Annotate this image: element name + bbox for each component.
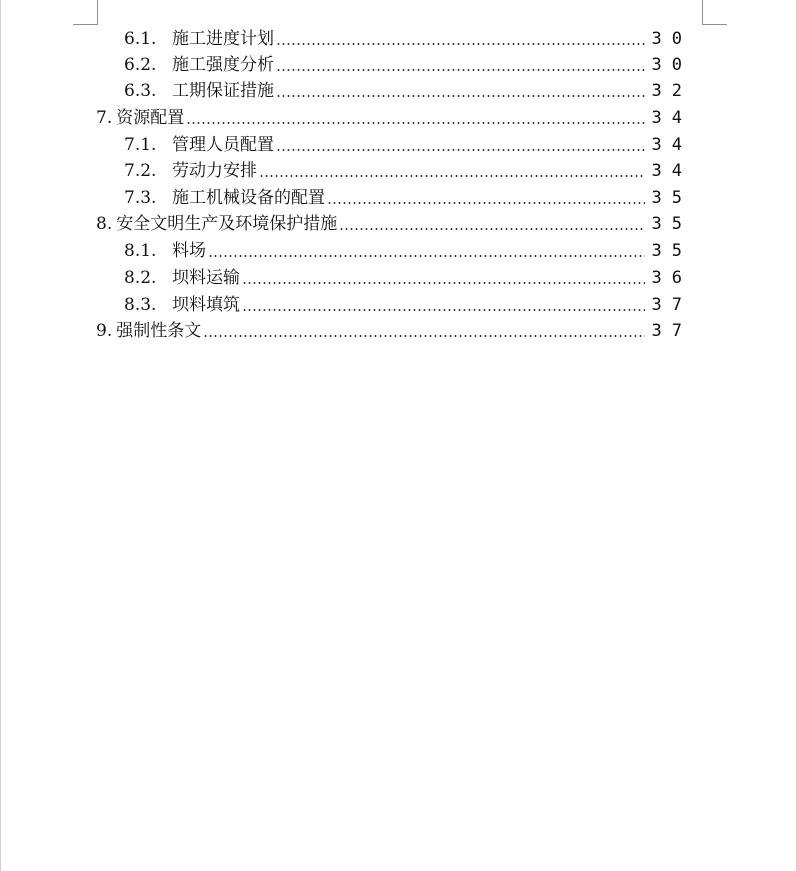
toc-entry-page: 35 [651, 241, 692, 261]
toc-entry-number: 6.1. [124, 29, 157, 49]
toc-dot-leader [186, 122, 644, 124]
toc-dot-leader [339, 228, 644, 230]
toc-entry-number: 7.1. [124, 135, 157, 155]
toc-entry-number: 7.3. [124, 188, 157, 208]
toc-entry-7-2[interactable] [124, 158, 692, 184]
toc-entry-number: 9. [96, 321, 113, 341]
toc-entry-title: 施工进度计划 [172, 29, 274, 49]
toc-dot-leader [276, 69, 645, 71]
toc-dot-leader [242, 282, 645, 284]
page-left-border [0, 0, 1, 871]
toc-entry-title: 坝料运输 [172, 268, 240, 288]
toc-entry-number: 8.1. [124, 241, 157, 261]
toc-entry-number: 8. [96, 214, 113, 234]
toc-entry-page: 37 [651, 295, 692, 315]
toc-entry-number: 8.3. [124, 295, 157, 315]
toc-entry-page: 30 [651, 55, 692, 75]
toc-entry-page: 32 [651, 81, 692, 101]
toc-entry-page: 30 [651, 29, 692, 49]
top-right-margin-mark [702, 0, 727, 25]
toc-entry-title: 管理人员配置 [172, 135, 274, 155]
toc-dot-leader [327, 202, 645, 204]
toc-entry-page: 34 [651, 135, 692, 155]
toc-entry-number: 6.3. [124, 81, 157, 101]
toc-entry-title: 工期保证措施 [172, 81, 274, 101]
toc-dot-leader [276, 43, 645, 45]
toc-entry-8[interactable] [96, 211, 692, 237]
toc-entry-7[interactable] [96, 105, 692, 131]
toc-dot-leader [276, 95, 645, 97]
toc-entry-title: 施工机械设备的配置 [172, 188, 325, 208]
toc-entry-6-2[interactable] [124, 52, 692, 78]
toc-entry-6-1[interactable] [124, 26, 692, 52]
toc-entry-number: 7.2. [124, 161, 157, 181]
toc-dot-leader [203, 335, 644, 337]
toc-entry-page: 35 [651, 188, 692, 208]
toc-entry-7-3[interactable] [124, 185, 692, 211]
toc-entry-title: 安全文明生产及环境保护措施 [116, 214, 338, 234]
toc-entry-title: 坝料填筑 [172, 295, 240, 315]
toc-dot-leader [259, 175, 645, 177]
toc-entry-number: 7. [96, 108, 113, 128]
toc-dot-leader [276, 149, 645, 151]
toc-entry-page: 37 [651, 321, 692, 341]
toc-entry-8-3[interactable] [124, 292, 692, 318]
toc-entry-page: 34 [651, 161, 692, 181]
toc-entry-8-1[interactable] [124, 238, 692, 264]
toc-entry-title: 强制性条文 [116, 321, 202, 341]
toc-entry-6-3[interactable] [124, 78, 692, 104]
toc-entry-page: 35 [651, 214, 692, 234]
toc-entry-7-1[interactable] [124, 132, 692, 158]
toc-entry-8-2[interactable] [124, 265, 692, 291]
toc-dot-leader [208, 255, 645, 257]
toc-entry-number: 8.2. [124, 268, 157, 288]
toc-entry-9[interactable] [96, 318, 692, 344]
toc-dot-leader [242, 309, 645, 311]
toc-entry-title: 劳动力安排 [172, 161, 257, 181]
toc-entry-number: 6.2. [124, 55, 157, 75]
toc-entry-title: 料场 [172, 241, 206, 261]
toc-entry-page: 34 [651, 108, 692, 128]
toc-entry-page: 36 [651, 268, 692, 288]
toc-entry-title: 资源配置 [116, 108, 185, 128]
toc-entry-title: 施工强度分析 [172, 55, 274, 75]
top-left-margin-mark [73, 0, 98, 25]
